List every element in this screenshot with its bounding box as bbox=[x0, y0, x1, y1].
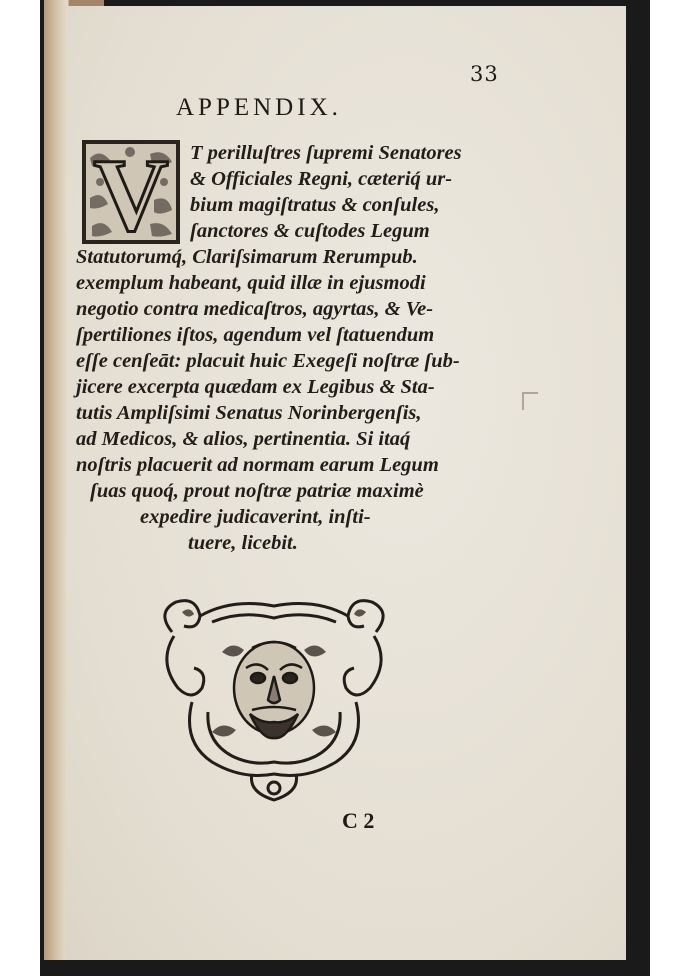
text-line: noſtris placuerit ad normam earum Legum bbox=[76, 454, 439, 476]
text-line: ſuas quoq́, prout noſtræ patriæ maximè bbox=[90, 480, 424, 502]
text-line: tutis Ampliſsimi Senatus Norinbergenſis, bbox=[76, 402, 422, 424]
text-line: exemplum habeant, quid illæ in ejusmodi bbox=[76, 272, 426, 294]
signature-mark: C 2 bbox=[342, 808, 375, 833]
text-line: Statutorumq́, Clariſsimarum Rerumpub. bbox=[76, 246, 418, 268]
woodcut-ornament bbox=[152, 592, 396, 806]
book-page bbox=[66, 6, 626, 960]
text-line: & Officiales Regni, cæteriq́ ur- bbox=[190, 168, 453, 190]
text-line: bium magiſtratus & conſules, bbox=[190, 194, 440, 216]
text-line: jicere excerpta quædam ex Legibus & Sta- bbox=[76, 376, 435, 398]
text-line: T perilluſtres ſupremi Senatores bbox=[190, 142, 462, 164]
text-line: expedire judicaverint, inſti- bbox=[140, 506, 371, 528]
text-line: eſſe cenſeāt: placuit huic Exegeſi noſtræ ſub- bbox=[76, 350, 460, 372]
text-line: tuere, licebit. bbox=[188, 532, 298, 554]
text-line: ad Medicos, & alios, pertinentia. Si itaq́ bbox=[76, 428, 411, 450]
text-line: ſanctores & cuſtodes Legum bbox=[190, 220, 430, 242]
text-line: negotio contra medicaſtros, agyrtas, & Ve- bbox=[76, 298, 434, 320]
initial-letter: V bbox=[93, 138, 169, 246]
decorated-initial bbox=[80, 138, 182, 246]
page-heading: APPENDIX. bbox=[176, 94, 342, 121]
bleed-through-mark bbox=[522, 392, 538, 410]
page-number: 33 bbox=[470, 62, 499, 86]
text-line: ſpertiliones iſtos, agendum vel ſtatuendum bbox=[76, 324, 435, 346]
